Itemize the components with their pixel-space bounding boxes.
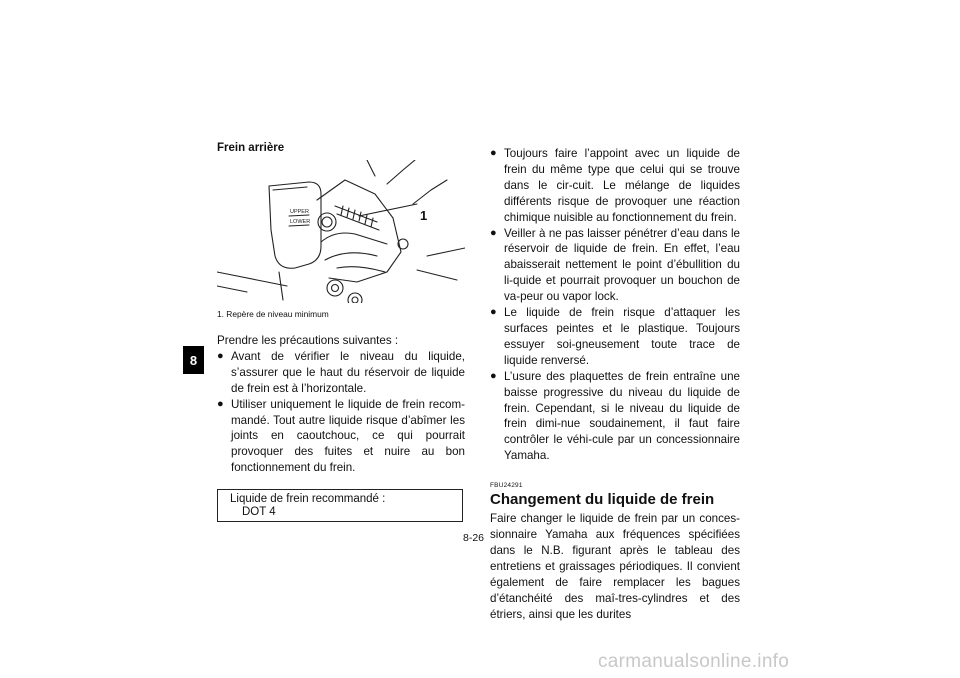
bullet-icon: ●	[217, 397, 224, 410]
bullet-icon: ●	[490, 306, 497, 319]
left-bullet-list	[217, 349, 465, 476]
bullet-icon: ●	[490, 147, 497, 159]
list-item	[490, 146, 740, 226]
spec-label: Liquide de frein recommandé :	[230, 493, 386, 506]
watermark-link[interactable]: carmanualsonline.info	[598, 651, 790, 672]
brake-reservoir-figure	[217, 160, 465, 303]
section-heading: Changement du liquide de frein	[490, 491, 715, 509]
bullet-icon: ●	[217, 349, 224, 362]
bullet-text: Utiliser uniquement le liquide de frein recom-mandé. Tout autre liquide risque d’abîmer les joints en caoutchouc, ce qui pourrait provoquer des fuites et nuire au bon fonctionnement du frein.	[231, 397, 465, 475]
list-item	[490, 226, 740, 306]
section-body: Faire changer le liquide de frein par un conces-sionnaire Yamaha aux fréquences spécifiées dans le N.B. figurant après le tableau des entretiens et graissages périodiques. Il convient également de faire remplacer les bagues d’étanchéité des maî-tres-cylindres et des étriers, ainsi que les durites	[490, 512, 740, 621]
page-number: 8-26	[463, 532, 485, 544]
list-item	[490, 305, 740, 369]
brake-reservoir-illustration	[217, 160, 465, 303]
spec-value: DOT 4	[242, 506, 276, 519]
bullet-text: L’usure des plaquettes de frein entraîne une baisse progressive du niveau du liquide de frein. Cependant, si le niveau du liquide de frein dimi-nue soudainement, il faut faire contrôler le véhi-cule par un concessionnaire Yamaha.	[504, 369, 740, 463]
list-item	[217, 349, 465, 397]
lower-mark-label: LOWER	[290, 219, 311, 225]
left-column	[217, 142, 465, 522]
recommended-fluid-box	[217, 489, 463, 522]
section-code: FBU24291	[490, 482, 523, 490]
bullet-text: Veiller à ne pas laisser pénétrer d’eau dans le réservoir de liquide de frein. En effet, l’eau abaisserait nettement le point d’ébullition du li-quide et pourrait provoquer un bouchon de va-peur ou vapor lock.	[504, 226, 740, 304]
bullet-text: Toujours faire l’appoint avec un liquide de frein du même type que celui qui se trouve dans le cir-cuit. Le mélange de liquides différents risque de provoquer une réaction chimique nuisible au fonctionnement du frein.	[504, 147, 740, 224]
list-item	[490, 369, 740, 464]
bullet-text: Le liquide de frein risque d’attaquer les surfaces peintes et le plastique. Toujours essuyer soi-gneusement toute trace de liquide renversé.	[504, 306, 740, 367]
bullet-icon: ●	[490, 226, 497, 239]
upper-mark-label: UPPER	[290, 209, 309, 215]
figure-callout-number: 1	[420, 208, 428, 223]
bullet-text: Avant de vérifier le niveau du liquide, s’assurer que le haut du réservoir de liquide de frein est à l’horizontale.	[231, 349, 465, 395]
list-item	[217, 397, 465, 477]
chapter-tab: 8	[183, 346, 204, 374]
precautions-intro: Prendre les précautions suivantes :	[217, 334, 399, 347]
right-bullet-list	[490, 146, 740, 464]
subheading-rear-brake: Frein arrière	[217, 142, 285, 154]
figure-caption: 1. Repère de niveau minimum	[217, 309, 329, 319]
right-column	[490, 146, 740, 622]
bullet-icon: ●	[490, 369, 497, 382]
